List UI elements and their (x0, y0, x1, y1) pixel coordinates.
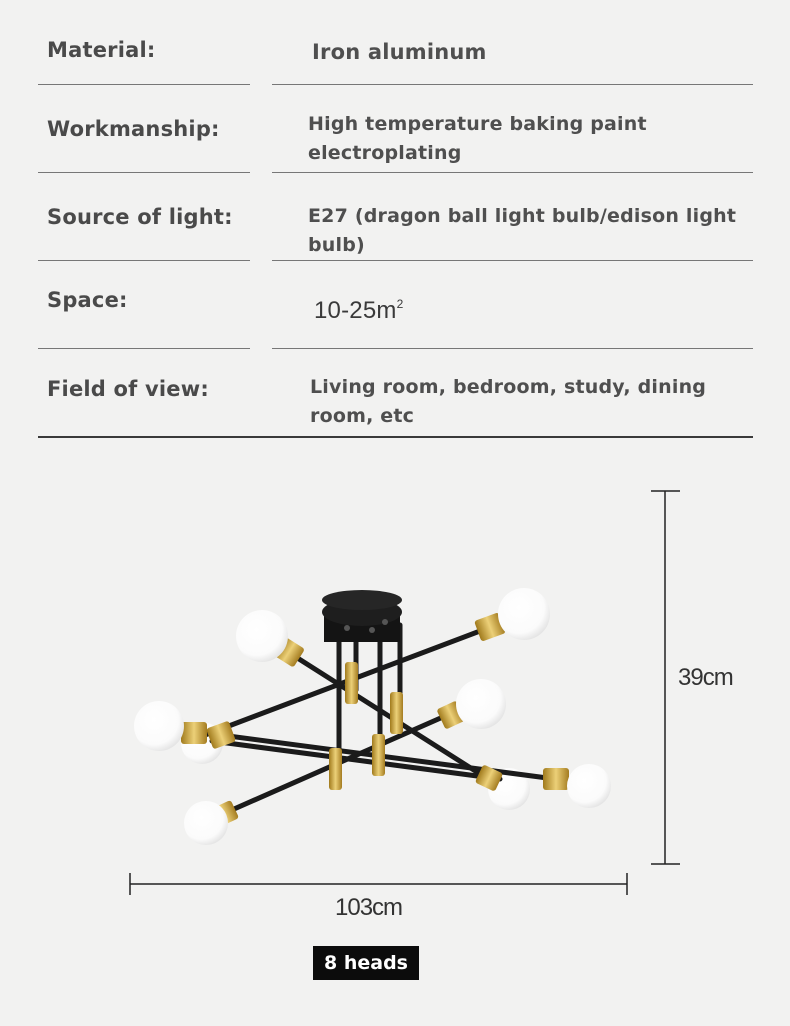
bulb (236, 610, 288, 662)
brass-fitting (390, 692, 403, 734)
spec-label: Field of view: (47, 377, 209, 401)
heads-count-badge: 8 heads (313, 946, 419, 980)
canopy (322, 590, 402, 642)
brass-fitting (345, 662, 358, 704)
width-dimension-line (130, 873, 627, 895)
socket (543, 768, 569, 790)
space-value: 10-25m (314, 297, 397, 324)
spec-value: Living room, bedroom, study, dining room, etc (310, 376, 707, 427)
spec-label: Material: (47, 38, 156, 62)
spec-value: Iron aluminum (312, 40, 487, 64)
spec-label: Workmanship: (47, 117, 220, 141)
spec-label: Source of light: (47, 205, 233, 229)
spec-value: E27 (dragon ball light bulb/edison light bulb) (308, 205, 737, 256)
brass-fitting (329, 748, 342, 790)
bulb (567, 764, 611, 808)
spec-label: Space: (47, 288, 128, 312)
chandelier (134, 588, 611, 845)
bulb (456, 679, 506, 729)
bulb (184, 801, 228, 845)
height-dimension-label: 39cm (678, 664, 733, 691)
bulb (498, 588, 550, 640)
width-dimension-label: 103cm (335, 894, 403, 921)
spec-value: High temperature baking paint electroplating (308, 113, 647, 164)
height-dimension-line (651, 491, 680, 864)
space-unit-superscript: 2 (396, 297, 404, 311)
bulb (134, 701, 184, 751)
socket (181, 722, 207, 744)
brass-fitting (372, 734, 385, 776)
